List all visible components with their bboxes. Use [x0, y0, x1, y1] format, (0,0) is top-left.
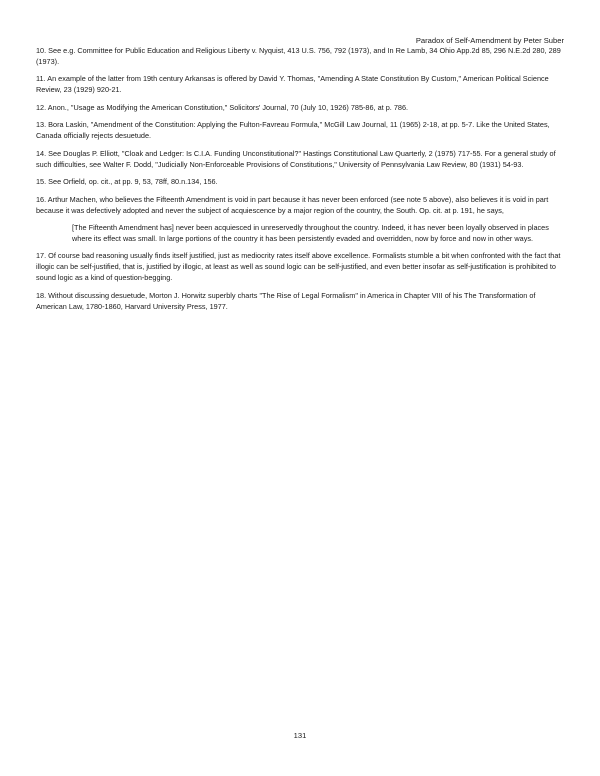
endnote-14: 14. See Douglas P. Elliott, "Cloak and Ledger: Is C.I.A. Funding Unconstitutional?" Hastings Constitutional Law Quarterly, 2 (1975) 717-55. For a general study of such difficulties, see Walter F. Dodd, "Judicially Non-Enforceable Provisions of Constitutions," University of Pennsylvania Law Review, 80 (1931) 54-93.: [36, 148, 556, 169]
endnote-12: 12. Anon., "Usage as Modifying the American Constitution," Solicitors' Journal, 70 (July 10, 1926) 785-86, at p. 786.: [36, 102, 409, 112]
page-number: 131: [293, 731, 307, 740]
endnotes: [36, 46, 564, 319]
endnote-10: 10. See e.g. Committee for Public Education and Religious Liberty v. Nyquist, 413 U.S. 756, 792 (1973), and In Re Lamb, 34 Ohio App.2d 85, 296 N.E.2d 280, 289 (1973).: [36, 46, 561, 66]
endnote-16: 16. Arthur Machen, who believes the Fifteenth Amendment is void in part because it has never been enforced (see note 5 above), also believes it is void in part because it was defectively adopted and never the subject of acquiescence by a major region of the country, the South. Op. cit. at p. 191, he says,: [36, 194, 549, 215]
endnote-18: 18. Without discussing desuetude, Morton J. Horwitz superbly charts "The Rise of Legal Formalism" in America in Chapter VIII of his The Transformation of American Law, 1780-1860, Harvard University Press, 1977.: [36, 290, 536, 311]
endnote-17: 17. Of course bad reasoning usually finds itself justified, just as mediocrity rates itself above excellence. Formalists stumble a bit when confronted with the fact that illogic can be self-justified, that is, justified by illogic, at least as well as sound logic can be self-justified, and even better insofar as self-justification is prohibited to sound logic as a kind of question-begging.: [36, 251, 561, 283]
endnote-15: 15. See Orfield, op. cit., at pp. 9, 53, 78ff, 80.n.134, 156.: [36, 177, 218, 187]
running-header: Paradox of Self-Amendment by Peter Suber: [415, 36, 564, 45]
block-quote: [The Fifteenth Amendment has] never been acquiesced in unreservedly throughout the country. Indeed, it has never been loyally observed in places where its effect was small. In large portions of the country it has been persistently evaded and overridden, now by force and now in other ways.: [72, 223, 549, 243]
endnote-13: 13. Bora Laskin, "Amendment of the Constitution: Applying the Fulton-Favreau Formula," McGill Law Journal, 11 (1965) 2-18, at pp. 5-7. Like the United States, Canada officially rejects desuetude.: [36, 120, 550, 141]
endnote-11: 11. An example of the latter from 19th century Arkansas is offered by David Y. Thomas, "Amending A State Constitution By Custom," American Political Science Review, 23 (1929) 920-21.: [36, 74, 549, 95]
